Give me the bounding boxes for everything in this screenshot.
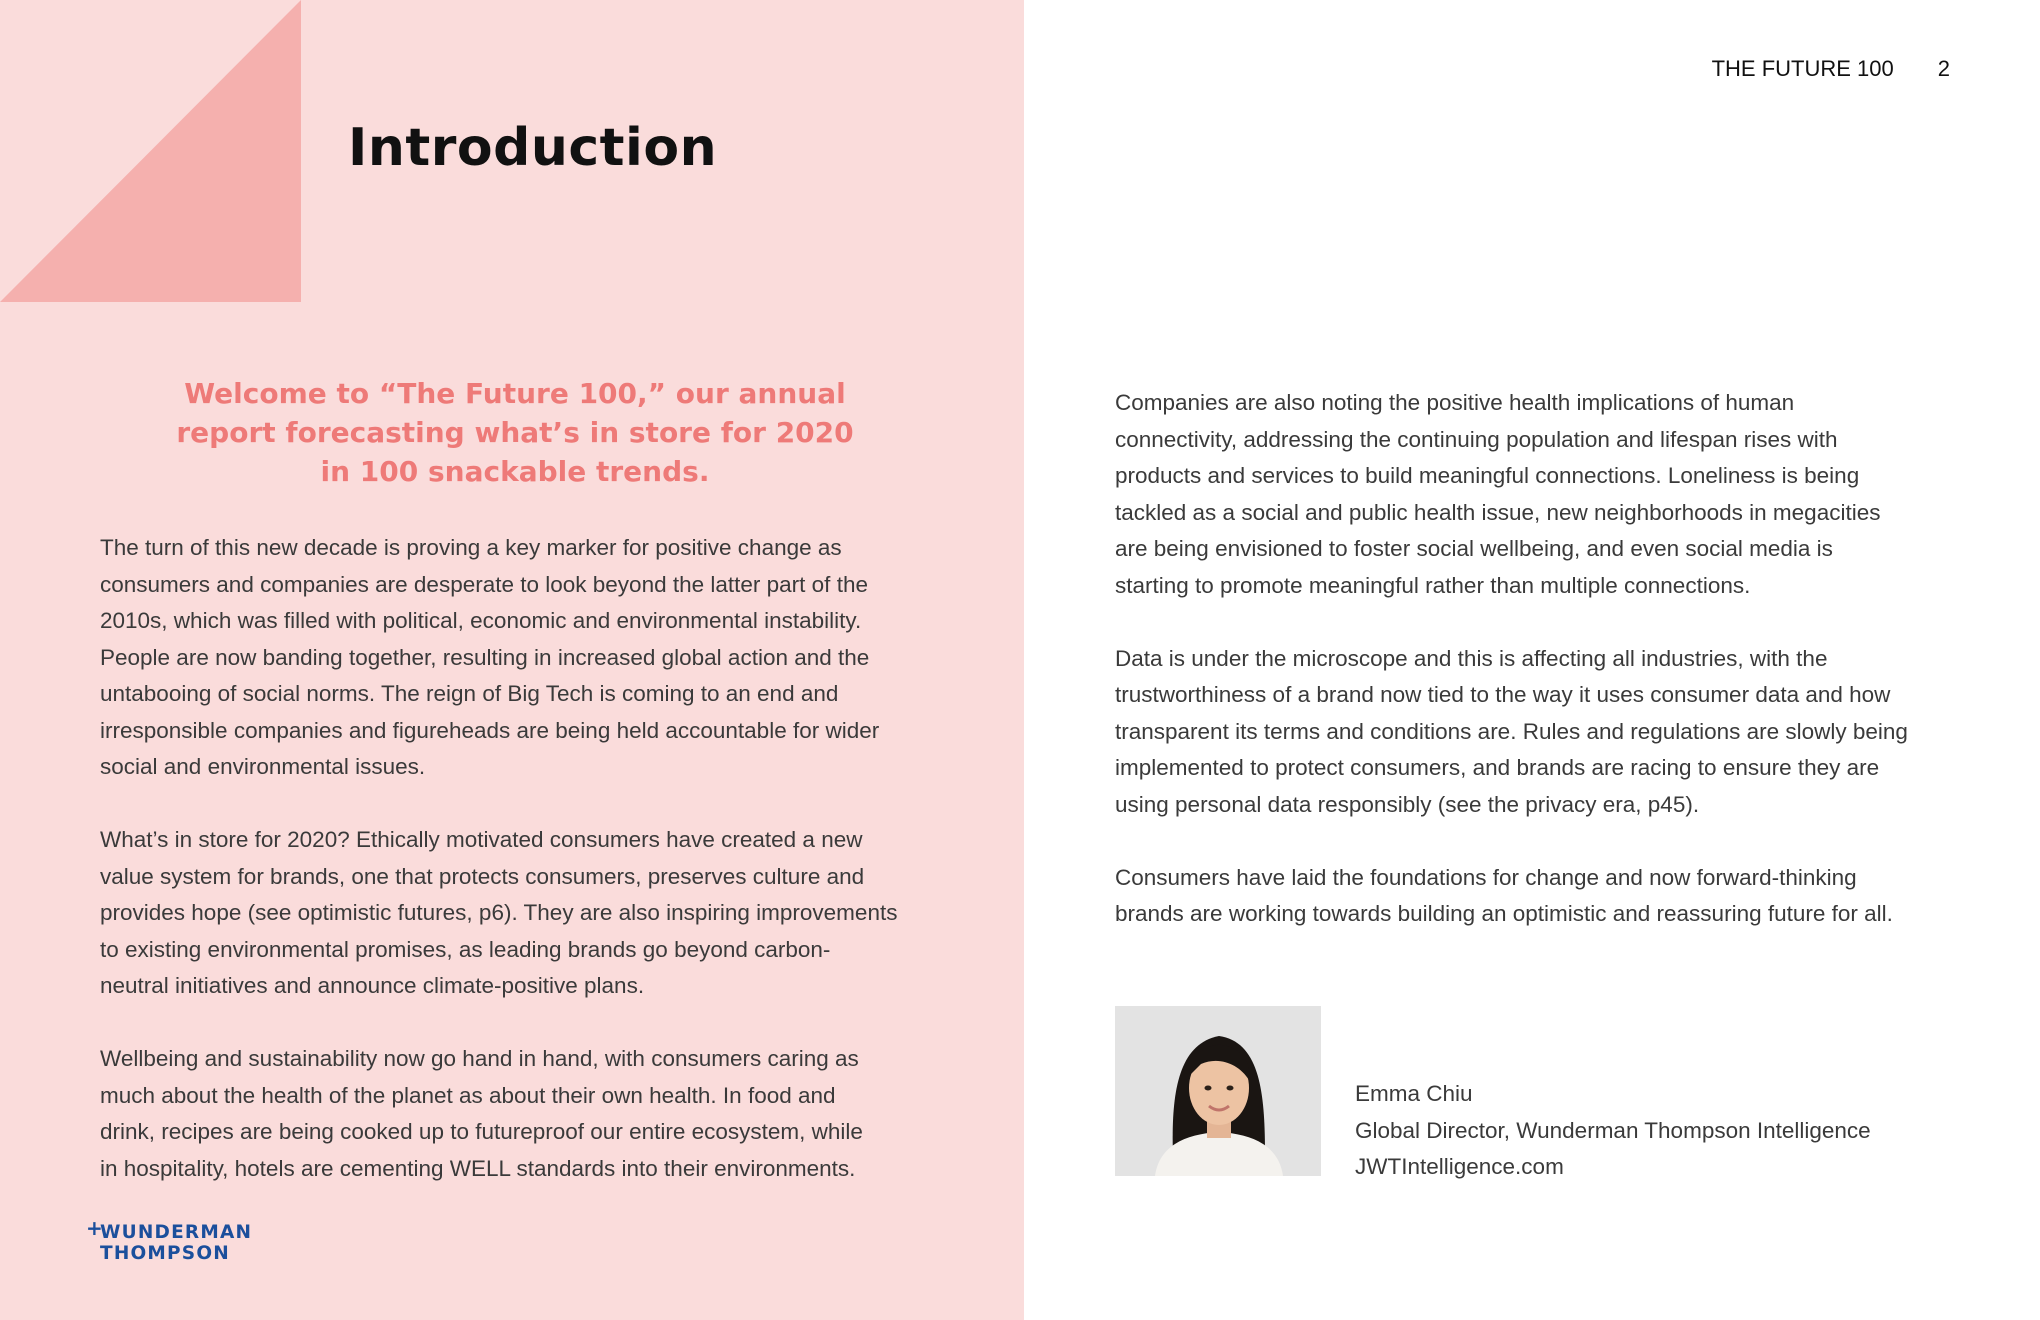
- body-line: products and services to build meaningful connections. Loneliness is being: [1115, 463, 1860, 488]
- page-number: 2: [1937, 56, 1950, 81]
- logo-line: THOMPSON: [100, 1243, 230, 1264]
- body-line: to existing environmental promises, as leading brands go beyond carbon-: [100, 936, 831, 962]
- body-line: connectivity, addressing the continuing population and lifespan rises with: [1115, 426, 1838, 452]
- left-body-text: [100, 530, 950, 1224]
- body-line: People are now banding together, resulting in increased global action and the: [100, 644, 870, 670]
- body-line: Companies are also noting the positive health implications of human: [1115, 390, 1795, 415]
- body-line: tackled as a social and public health issue, new neighborhoods in megacities: [1115, 499, 1881, 525]
- wunderman-thompson-logo: [86, 1216, 253, 1264]
- author-name: Emma Chiu: [1355, 1081, 1473, 1106]
- body-line: are being envisioned to foster social wellbeing, and even social media is: [1115, 536, 1833, 561]
- plus-icon: +: [86, 1216, 103, 1240]
- body-paragraph: [1115, 641, 1975, 824]
- publication-name: THE FUTURE 100: [1711, 56, 1894, 81]
- body-line: What’s in store for 2020? Ethically motivated consumers have created a new: [100, 827, 863, 852]
- author-website: JWTIntelligence.com: [1355, 1154, 1564, 1179]
- body-line: provides hope (see optimistic futures, p6). They are also inspiring improvements: [100, 900, 898, 925]
- body-paragraph: [100, 1041, 950, 1187]
- body-line: implemented to protect consumers, and brands are racing to ensure they are: [1115, 755, 1880, 780]
- portrait-illustration: [1115, 1006, 1321, 1176]
- intro-lead: [160, 374, 870, 491]
- body-line: Consumers have laid the foundations for change and now forward-thinking: [1115, 864, 1857, 890]
- body-line: transparent its terms and conditions are. Rules and regulations are slowly being: [1115, 718, 1908, 744]
- running-header: [1712, 56, 1950, 82]
- body-paragraph: [100, 822, 950, 1005]
- body-paragraph: [100, 530, 950, 786]
- body-line: much about the health of the planet as about their own health. In food and: [100, 1082, 836, 1108]
- body-line: social and environmental issues.: [100, 754, 426, 779]
- logo-line: WUNDERMAN: [100, 1222, 253, 1243]
- body-line: untabooing of social norms. The reign of Big Tech is coming to an end and: [100, 681, 839, 706]
- body-line: brands are working towards building an optimistic and reassuring future for all.: [1115, 901, 1893, 926]
- body-line: drink, recipes are being cooked up to futureproof our entire ecosystem, while: [100, 1119, 863, 1144]
- body-line: starting to promote meaningful rather than multiple connections.: [1115, 572, 1751, 598]
- body-line: Wellbeing and sustainability now go hand in hand, with consumers caring as: [100, 1046, 859, 1071]
- body-line: consumers and companies are desperate to look beyond the latter part of the: [100, 571, 868, 597]
- body-line: trustworthiness of a brand now tied to the way it uses consumer data and how: [1115, 682, 1891, 707]
- body-paragraph: [1115, 385, 1975, 604]
- page-title: Introduction: [348, 118, 718, 178]
- body-line: in hospitality, hotels are cementing WELL standards into their environments.: [100, 1155, 856, 1181]
- body-paragraph: [1115, 860, 1975, 933]
- right-body-text: [1115, 385, 1975, 969]
- author-role: Global Director, Wunderman Thompson Intelligence: [1355, 1117, 1871, 1143]
- intro-lead-line: Welcome to “The Future 100,” our annual: [184, 377, 846, 410]
- body-line: value system for brands, one that protects consumers, preserves culture and: [100, 863, 865, 889]
- body-line: using personal data responsibly (see the privacy era, p45).: [1115, 791, 1700, 817]
- author-photo: [1115, 1006, 1321, 1176]
- body-line: The turn of this new decade is proving a key marker for positive change as: [100, 535, 842, 560]
- body-line: irresponsible companies and figureheads are being held accountable for wider: [100, 717, 880, 743]
- author-block: [1355, 1076, 1871, 1186]
- intro-lead-line: in 100 snackable trends.: [320, 455, 710, 488]
- body-line: neutral initiatives and announce climate-positive plans.: [100, 973, 645, 998]
- intro-lead-line: report forecasting what’s in store for 2020: [176, 416, 854, 449]
- body-line: Data is under the microscope and this is affecting all industries, with the: [1115, 645, 1828, 671]
- body-line: 2010s, which was filled with political, economic and environmental instability.: [100, 608, 862, 633]
